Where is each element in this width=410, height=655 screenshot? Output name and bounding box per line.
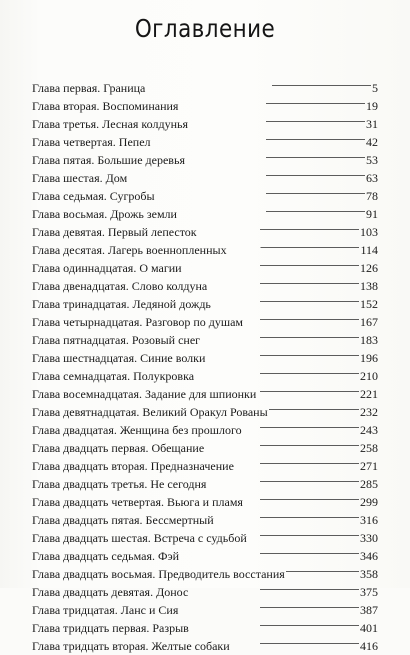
- page-number: 416: [360, 639, 378, 654]
- page-number: 330: [360, 531, 378, 546]
- page-number: 346: [360, 549, 378, 564]
- dot-leader: [190, 614, 359, 632]
- page-number: 183: [360, 333, 378, 348]
- page-number: 232: [360, 405, 378, 420]
- chapter-title: Глава четвертая. Пепел: [32, 135, 151, 150]
- chapter-title: Глава восемнадцатая. Задание для шпионки: [32, 387, 257, 402]
- dot-leader: [189, 110, 365, 128]
- dot-leader: [228, 236, 360, 254]
- dot-leader: [231, 632, 359, 650]
- toc-entry: [32, 74, 378, 95]
- chapter-title: Глава пятнадцатая. Розовый снег: [32, 333, 201, 348]
- chapter-title: Глава девятнадцатая. Великий Оракул Рованы: [32, 405, 268, 420]
- dot-leader: [215, 506, 359, 524]
- page-number: 358: [360, 567, 378, 582]
- dot-leader: [156, 182, 365, 200]
- chapter-title: Глава семнадцатая. Полукровка: [32, 369, 195, 384]
- chapter-title: Глава двенадцатая. Слово колдуна: [32, 279, 208, 294]
- dot-leader: [286, 560, 359, 578]
- page-number: 42: [366, 135, 378, 150]
- dot-leader: [179, 92, 365, 110]
- chapter-title: Глава первая. Граница: [32, 81, 146, 95]
- dot-leader: [179, 596, 359, 614]
- chapter-title: Глава тридцать первая. Разрыв: [32, 621, 189, 636]
- chapter-title: Глава одиннадцатая. О магии: [32, 261, 182, 276]
- chapter-title: Глава десятая. Лагерь военнопленных: [32, 243, 227, 258]
- chapter-title: Глава двадцать первая. Обещание: [32, 441, 205, 456]
- dot-leader: [207, 470, 359, 488]
- page-number: 126: [360, 261, 378, 276]
- page-number: 258: [360, 441, 378, 456]
- dot-leader: [205, 434, 359, 452]
- dot-leader: [244, 488, 359, 506]
- chapter-title: Глава четырнадцатая. Разговор по душам: [32, 315, 244, 330]
- page-number: 19: [366, 99, 378, 114]
- chapter-title: Глава шестая. Дом: [32, 171, 128, 186]
- chapter-title: Глава двадцать четвертая. Вьюга и пламя: [32, 495, 243, 510]
- dot-leader: [206, 344, 359, 362]
- dot-leader: [178, 200, 365, 218]
- chapter-title: Глава тринадцатая. Ледяной дождь: [32, 297, 211, 312]
- chapter-title: Глава двадцать седьмая. Фэй: [32, 549, 180, 564]
- dot-leader: [208, 272, 359, 290]
- dot-leader: [269, 398, 359, 416]
- table-of-contents: [32, 74, 378, 654]
- page-number: 31: [366, 117, 378, 132]
- dot-leader: [180, 542, 359, 560]
- dot-leader: [248, 524, 359, 542]
- page-title: Оглавление: [134, 14, 276, 43]
- page-number: 138: [360, 279, 378, 294]
- page-number: 152: [360, 297, 378, 312]
- page-number: 243: [360, 423, 378, 438]
- chapter-title: Глава двадцать восьмая. Предводитель восстания: [32, 567, 285, 582]
- page-number: 221: [360, 387, 378, 402]
- dot-leader: [128, 164, 365, 182]
- chapter-title: Глава пятая. Большие деревья: [32, 153, 185, 168]
- chapter-title: Глава двадцать вторая. Предназначение: [32, 459, 234, 474]
- page-number: 271: [360, 459, 378, 474]
- chapter-title: Глава девятая. Первый лепесток: [32, 225, 197, 240]
- chapter-title: Глава двадцать шестая. Встреча с судьбой: [32, 531, 247, 546]
- chapter-title: Глава двадцать третья. Не сегодня: [32, 477, 207, 492]
- chapter-title: Глава вторая. Воспоминания: [32, 99, 179, 114]
- page-number: 78: [366, 189, 378, 204]
- chapter-title: Глава третья. Лесная колдунья: [32, 117, 188, 132]
- chapter-title: Глава двадцать пятая. Бессмертный: [32, 513, 214, 528]
- dot-leader: [186, 146, 365, 164]
- chapter-title: Глава тридцать вторая. Желтые собаки: [32, 639, 230, 654]
- page-number: 210: [360, 369, 378, 384]
- chapter-title: Глава шестнадцатая. Синие волки: [32, 351, 206, 366]
- page-number: 299: [360, 495, 378, 510]
- dot-leader: [189, 578, 359, 596]
- page-number: 91: [366, 207, 378, 222]
- page-number: 285: [360, 477, 378, 492]
- page-number: 167: [360, 315, 378, 330]
- page-number: 114: [360, 243, 378, 258]
- page-number: 196: [360, 351, 378, 366]
- dot-leader: [183, 254, 359, 272]
- chapter-title: Глава двадцать девятая. Донос: [32, 585, 189, 600]
- dot-leader: [244, 308, 359, 326]
- chapter-title: Глава седьмая. Сугробы: [32, 189, 155, 204]
- dot-leader: [195, 362, 359, 380]
- page-number: 387: [360, 603, 378, 618]
- page-number: 53: [366, 153, 378, 168]
- page-number: 5: [372, 81, 378, 95]
- dot-leader: [152, 128, 365, 146]
- chapter-title: Глава двадцатая. Женщина без прошлого: [32, 423, 242, 438]
- chapter-title: Глава восьмая. Дрожь земли: [32, 207, 177, 222]
- page-number: 63: [366, 171, 378, 186]
- page-number: 316: [360, 513, 378, 528]
- dot-leader: [198, 218, 359, 236]
- dot-leader: [201, 326, 359, 344]
- dot-leader: [257, 380, 359, 398]
- page-number: 375: [360, 585, 378, 600]
- dot-leader: [146, 74, 371, 92]
- dot-leader: [235, 452, 359, 470]
- dot-leader: [212, 290, 359, 308]
- chapter-title: Глава тридцатая. Ланс и Сия: [32, 603, 179, 618]
- page-number: 103: [360, 225, 378, 240]
- page-number: 401: [360, 621, 378, 636]
- dot-leader: [243, 416, 359, 434]
